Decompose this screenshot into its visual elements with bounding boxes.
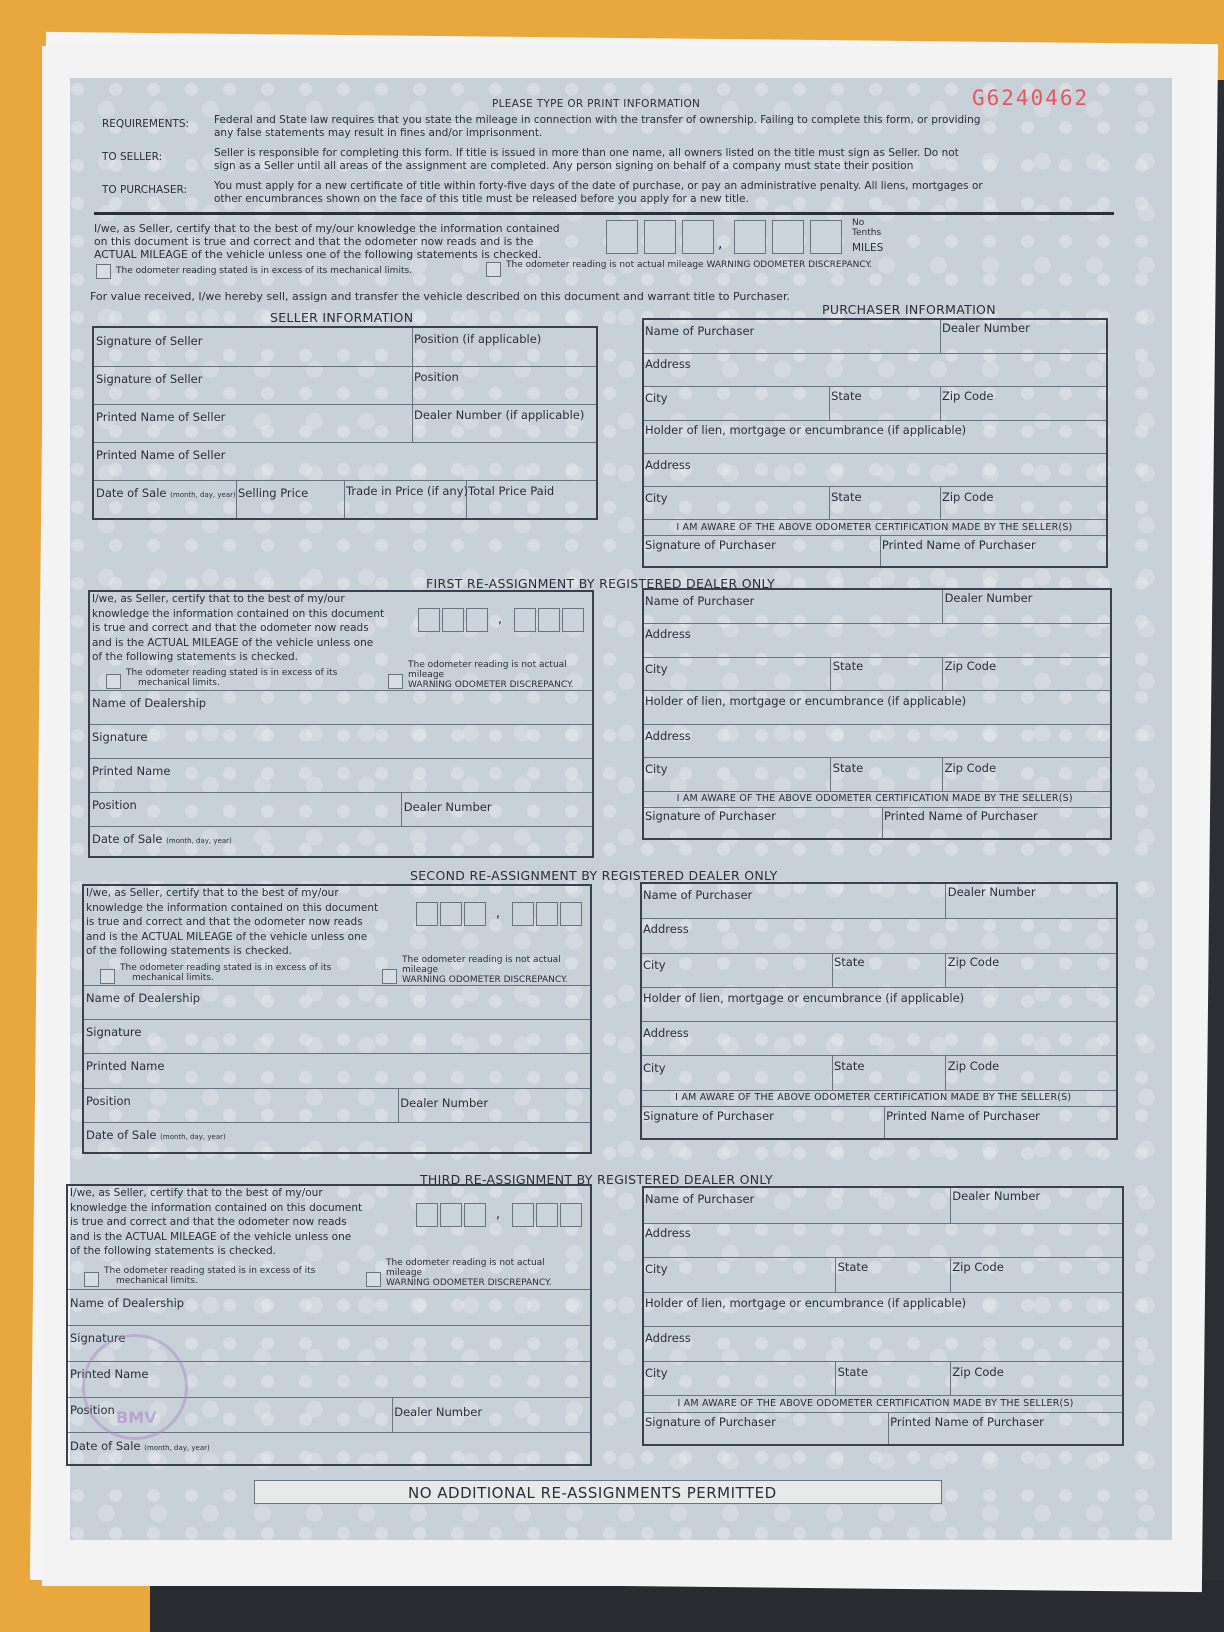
second-reassignment-purchaser-box [640, 882, 1118, 1140]
dealer-position-field[interactable]: Position [70, 1403, 115, 1417]
seller-position-2-field[interactable]: Position [414, 370, 459, 384]
odometer-digit[interactable] [440, 1203, 462, 1227]
odometer-digit[interactable] [416, 1203, 438, 1227]
odometer-digit[interactable] [810, 220, 842, 254]
seller-printed-name-1-field[interactable]: Printed Name of Seller [96, 410, 226, 424]
dealer-signature-field[interactable]: Signature [70, 1331, 126, 1345]
purchaser-signature-field[interactable]: Signature of Purchaser [645, 537, 776, 552]
seller-info-box [92, 326, 598, 520]
lienholder-zip-field[interactable]: Zip Code [944, 761, 997, 776]
purchaser-name-field[interactable]: Name of Purchaser [645, 593, 755, 608]
odometer-digit[interactable] [418, 608, 440, 632]
purchaser-info-title: PURCHASER INFORMATION [822, 302, 996, 317]
seller-dealer-number-field[interactable]: Dealer Number (if applicable) [414, 408, 585, 422]
excess-label: The odometer reading stated is in excess of its mechanical limits. [104, 1266, 316, 1286]
dealer-printed-name-field[interactable]: Printed Name [70, 1367, 149, 1381]
odometer-awareness-statement: I AM AWARE OF THE ABOVE ODOMETER CERTIFICATION MADE BY THE SELLER(S) [676, 521, 1073, 533]
discrepancy-label: The odometer reading is not actual mileage WARNING ODOMETER DISCREPANCY. [408, 660, 574, 690]
dealership-name-field[interactable]: Name of Dealership [92, 696, 207, 710]
odometer-digit[interactable] [512, 902, 534, 926]
no-tenths-label: No Tenths [852, 218, 882, 238]
lienholder-address-field[interactable]: Address [643, 1026, 689, 1041]
print-instruction: PLEASE TYPE OR PRINT INFORMATION [492, 98, 701, 110]
third-reassignment-purchaser-box [642, 1186, 1124, 1446]
first-reassignment-title: FIRST RE-ASSIGNMENT BY REGISTERED DEALER ONLY [426, 576, 776, 591]
no-additional-reassignments: NO ADDITIONAL RE-ASSIGNMENTS PERMITTED [408, 1484, 777, 1502]
purchaser-printed-name-field[interactable]: Printed Name of Purchaser [890, 1414, 1044, 1429]
discrepancy-label: The odometer reading is not actual mileage WARNING ODOMETER DISCREPANCY. [386, 1258, 552, 1288]
purchaser-address-field[interactable]: Address [645, 356, 691, 371]
seller-signature-2-field[interactable]: Signature of Seller [96, 372, 203, 386]
dealer-date-of-sale-field[interactable]: Date of Sale (month, day, year) [92, 832, 232, 846]
purchaser-printed-name-field[interactable]: Printed Name of Purchaser [886, 1108, 1040, 1123]
purchaser-city-field[interactable]: City [645, 661, 668, 676]
dealer-signature-field[interactable]: Signature [92, 730, 148, 744]
to-purchaser-text: You must apply for a new certificate of title within forty-five days of the date of purchase, or pay an administrative penalty. All liens, mortgages or other encumbrances shown on the face of this title must be released before you apply for a new title. [214, 180, 983, 205]
lienholder-zip-field[interactable]: Zip Code [941, 489, 994, 504]
odometer-digit[interactable] [562, 608, 584, 632]
odometer-digit[interactable] [682, 220, 714, 254]
dealer-position-field[interactable]: Position [86, 1094, 131, 1108]
odometer-comma: , [497, 612, 502, 627]
odometer-awareness-statement: I AM AWARE OF THE ABOVE ODOMETER CERTIFICATION MADE BY THE SELLER(S) [677, 1397, 1074, 1409]
odometer-digit[interactable] [514, 608, 536, 632]
purchaser-dealer-number-field[interactable]: Dealer Number [952, 1189, 1041, 1204]
lienholder-state-field[interactable]: State [831, 489, 862, 504]
dealer-number-field[interactable]: Dealer Number [403, 800, 492, 814]
serial-number: G6240462 [972, 86, 1090, 110]
odometer-digit[interactable] [512, 1203, 534, 1227]
lienholder-field[interactable]: Holder of lien, mortgage or encumbrance (if applicable) [645, 694, 967, 709]
purchaser-zip-field[interactable]: Zip Code [947, 955, 1000, 970]
requirements-text: Federal and State law requires that you state the mileage in connection with the transfer of ownership. Failing to complete this form, or providing any false statements may result in fines and/or imprisonment. [214, 114, 981, 139]
odometer-certification: I/we, as Seller, certify that to the best of my/our knowledge the information contained on this document is true and correct and that the odometer now reads and is the ACTUAL MILEAGE of the vehicle unless one of the following statements is checked. [94, 222, 560, 261]
dealer-position-field[interactable]: Position [92, 798, 137, 812]
first-reassignment-purchaser-box [642, 588, 1112, 840]
total-price-field[interactable]: Total Price Paid [468, 484, 555, 498]
purchaser-state-field[interactable]: State [832, 659, 864, 674]
lienholder-city-field[interactable]: City [645, 490, 668, 505]
lienholder-address-field[interactable]: Address [645, 457, 691, 472]
odometer-digit[interactable] [466, 608, 488, 632]
purchaser-name-field[interactable]: Name of Purchaser [645, 323, 755, 338]
odometer-comma: , [495, 906, 500, 921]
odometer-digit[interactable] [644, 220, 676, 254]
odometer-digit[interactable] [440, 902, 462, 926]
selling-price-field[interactable]: Selling Price [238, 486, 309, 500]
purchaser-zip-field[interactable]: Zip Code [941, 388, 994, 403]
odometer-digit[interactable] [734, 220, 766, 254]
seller-date-of-sale-field[interactable]: Date of Sale (month, day, year) [96, 486, 236, 500]
lienholder-city-field[interactable]: City [645, 762, 668, 777]
purchaser-printed-name-field[interactable]: Printed Name of Purchaser [881, 537, 1036, 552]
purchaser-address-field[interactable]: Address [645, 627, 691, 642]
seller-printed-name-2-field[interactable]: Printed Name of Seller [96, 448, 226, 462]
lienholder-field[interactable]: Holder of lien, mortgage or encumbrance (if applicable) [645, 423, 967, 438]
dealer-number-field[interactable]: Dealer Number [394, 1405, 483, 1419]
lienholder-state-field[interactable]: State [832, 761, 864, 776]
lienholder-address-field[interactable]: Address [645, 1331, 691, 1346]
second-reassignment-dealer-box [82, 884, 592, 1154]
odometer-awareness-statement: I AM AWARE OF THE ABOVE ODOMETER CERTIFICATION MADE BY THE SELLER(S) [675, 1092, 1072, 1104]
odometer-digit[interactable] [416, 902, 438, 926]
dealer-date-of-sale-field[interactable]: Date of Sale (month, day, year) [86, 1128, 226, 1142]
purchaser-printed-name-field[interactable]: Printed Name of Purchaser [883, 809, 1038, 824]
form-sheet [42, 46, 1200, 1586]
purchaser-zip-field[interactable]: Zip Code [952, 1259, 1004, 1274]
seller-signature-1-field[interactable]: Signature of Seller [96, 334, 203, 348]
discrepancy-label: The odometer reading is not actual mileage WARNING ODOMETER DISCREPANCY. [402, 955, 568, 985]
miles-label: MILES [852, 242, 884, 254]
odometer-digit[interactable] [442, 608, 464, 632]
lienholder-address-field[interactable]: Address [645, 728, 691, 743]
purchaser-signature-field[interactable]: Signature of Purchaser [645, 809, 776, 824]
third-reassignment-title: THIRD RE-ASSIGNMENT BY REGISTERED DEALER ONLY [420, 1172, 773, 1187]
dealer-printed-name-field[interactable]: Printed Name [86, 1059, 165, 1073]
to-purchaser-label: TO PURCHASER: [102, 184, 188, 196]
excess-checkbox[interactable] [96, 264, 111, 279]
discrepancy-checkbox[interactable] [388, 674, 403, 689]
odometer-digit[interactable] [464, 1203, 486, 1227]
excess-checkbox[interactable] [100, 969, 115, 984]
requirements-label: REQUIREMENTS: [102, 118, 190, 130]
purchaser-signature-field[interactable]: Signature of Purchaser [645, 1414, 776, 1429]
dealer-printed-name-field[interactable]: Printed Name [92, 764, 171, 778]
odometer-comma: , [495, 1207, 500, 1222]
odometer-comma: , [718, 236, 723, 252]
dealer-date-of-sale-field[interactable]: Date of Sale (month, day, year) [70, 1439, 210, 1453]
dealership-name-field[interactable]: Name of Dealership [86, 991, 201, 1005]
discrepancy-checkbox[interactable] [366, 1272, 381, 1287]
header-rule [94, 212, 1114, 215]
second-reassignment-title: SECOND RE-ASSIGNMENT BY REGISTERED DEALER ONLY [410, 868, 778, 883]
purchaser-name-field[interactable]: Name of Purchaser [645, 1191, 755, 1206]
purchaser-dealer-number-field[interactable]: Dealer Number [944, 591, 1033, 606]
purchaser-dealer-number-field[interactable]: Dealer Number [941, 321, 1030, 336]
purchaser-state-field[interactable]: State [833, 955, 865, 970]
purchaser-city-field[interactable]: City [645, 391, 668, 406]
lienholder-city-field[interactable]: City [643, 1060, 666, 1075]
odometer-digit[interactable] [464, 902, 486, 926]
lienholder-zip-field[interactable]: Zip Code [952, 1364, 1004, 1379]
transfer-statement: For value received, I/we hereby sell, assign and transfer the vehicle described on this document and warrant title to Purchaser. [90, 290, 790, 303]
purchaser-address-field[interactable]: Address [645, 1226, 691, 1241]
security-paper [70, 78, 1172, 1540]
to-seller-text: Seller is responsible for completing this form. If title is issued in more than one name, all owners listed on the title must sign as Seller. Do not sign as a Seller until all areas of the assignment are completed. Any person signing on behalf of a company must state their position [214, 147, 959, 172]
lienholder-state-field[interactable]: State [837, 1364, 869, 1379]
lienholder-state-field[interactable]: State [833, 1059, 865, 1074]
seller-info-title: SELLER INFORMATION [270, 310, 414, 325]
lienholder-field[interactable]: Holder of lien, mortgage or encumbrance (if applicable) [643, 990, 965, 1005]
lienholder-city-field[interactable]: City [645, 1365, 668, 1380]
dealership-name-field[interactable]: Name of Dealership [70, 1296, 185, 1310]
purchaser-address-field[interactable]: Address [643, 922, 689, 937]
odometer-digit[interactable] [606, 220, 638, 254]
odometer-digit[interactable] [772, 220, 804, 254]
lienholder-zip-field[interactable]: Zip Code [947, 1059, 1000, 1074]
discrepancy-checkbox[interactable] [382, 969, 397, 984]
excess-checkbox[interactable] [106, 674, 121, 689]
lienholder-field[interactable]: Holder of lien, mortgage or encumbrance (if applicable) [645, 1295, 967, 1310]
reassignment-certification: I/we, as Seller, certify that to the best of my/our knowledge the information contained on this document is true and correct and that the odometer now reads and is the ACTUAL MILEAGE of the vehicle unless one of the following statements is checked. [86, 887, 379, 957]
purchaser-info-box [642, 318, 1108, 568]
seller-position-1-field[interactable]: Position (if applicable) [414, 332, 542, 346]
discrepancy-label: The odometer reading is not actual mileage WARNING ODOMETER DISCREPANCY. [506, 260, 872, 270]
excess-label: The odometer reading stated is in excess of its mechanical limits. [126, 668, 338, 688]
purchaser-city-field[interactable]: City [643, 957, 666, 972]
dealer-number-field[interactable]: Dealer Number [400, 1096, 489, 1110]
reassignment-certification: I/we, as Seller, certify that to the best of my/our knowledge the information contained on this document is true and correct and that the odometer now reads and is the ACTUAL MILEAGE of the vehicle unless one of the following statements is checked. [92, 593, 385, 663]
trade-in-price-field[interactable]: Trade in Price (if any) [346, 484, 469, 498]
odometer-awareness-statement: I AM AWARE OF THE ABOVE ODOMETER CERTIFICATION MADE BY THE SELLER(S) [676, 793, 1073, 805]
odometer-digit[interactable] [560, 902, 582, 926]
first-reassignment-dealer-box [88, 590, 594, 858]
excess-checkbox[interactable] [84, 1272, 99, 1287]
odometer-digit[interactable] [560, 1203, 582, 1227]
purchaser-zip-field[interactable]: Zip Code [944, 659, 997, 674]
excess-label: The odometer reading stated is in excess of its mechanical limits. [116, 266, 413, 276]
to-seller-label: TO SELLER: [102, 151, 163, 163]
odometer-digit[interactable] [536, 1203, 558, 1227]
purchaser-name-field[interactable]: Name of Purchaser [643, 887, 753, 902]
purchaser-dealer-number-field[interactable]: Dealer Number [947, 885, 1036, 900]
purchaser-state-field[interactable]: State [837, 1259, 869, 1274]
purchaser-state-field[interactable]: State [831, 388, 862, 403]
purchaser-signature-field[interactable]: Signature of Purchaser [643, 1108, 774, 1123]
excess-label: The odometer reading stated is in excess of its mechanical limits. [120, 963, 332, 983]
reassignment-certification: I/we, as Seller, certify that to the best of my/our knowledge the information contained on this document is true and correct and that the odometer now reads and is the ACTUAL MILEAGE of the vehicle unless one of the following statements is checked. [70, 1187, 363, 1257]
dealer-signature-field[interactable]: Signature [86, 1025, 142, 1039]
bmv-seal-text: BMV [116, 1408, 157, 1427]
purchaser-city-field[interactable]: City [645, 1262, 668, 1277]
odometer-digit[interactable] [538, 608, 560, 632]
discrepancy-checkbox[interactable] [486, 262, 501, 277]
odometer-digit[interactable] [536, 902, 558, 926]
